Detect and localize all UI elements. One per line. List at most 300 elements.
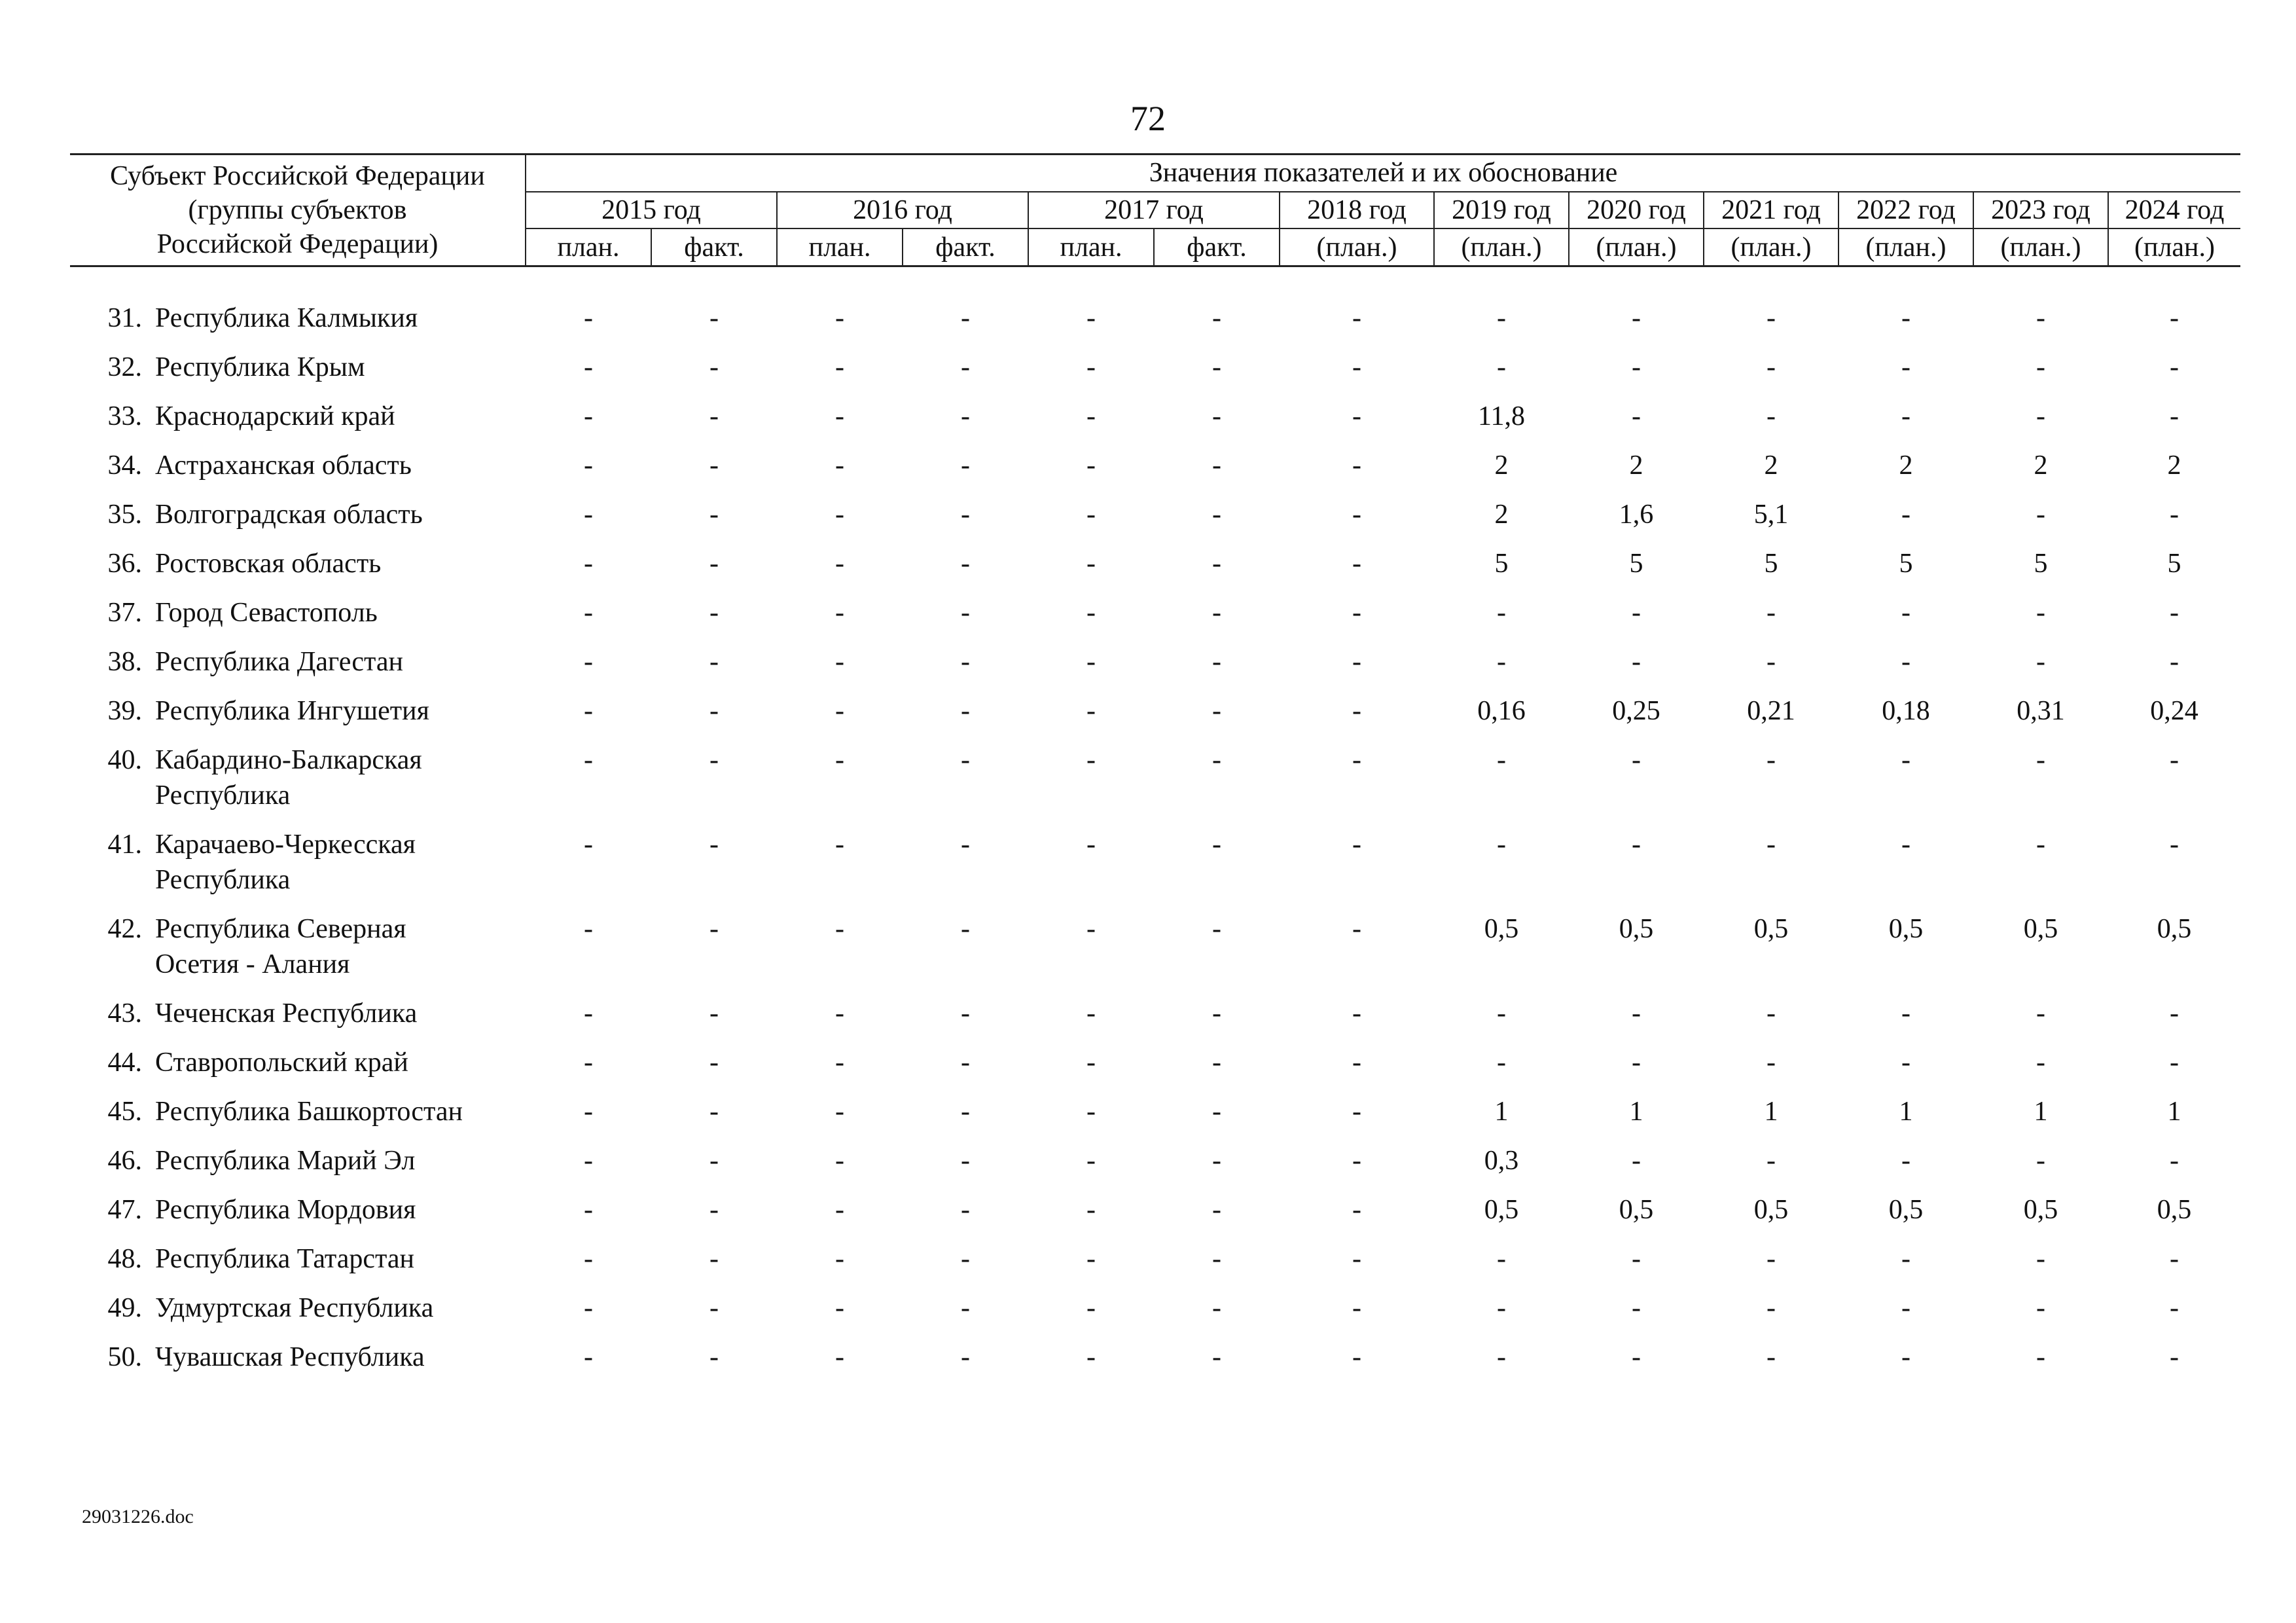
plan-2021-header: (план.) bbox=[1704, 228, 1839, 266]
value-cell: - bbox=[2170, 830, 2179, 860]
value-cell: - bbox=[1086, 1293, 1096, 1323]
value-cell: - bbox=[1352, 1048, 1361, 1078]
subject-cell bbox=[70, 1136, 526, 1185]
fact-2016-header: факт. bbox=[903, 228, 1028, 266]
value-cell: - bbox=[1352, 745, 1361, 775]
value-cell: - bbox=[1212, 1195, 1221, 1225]
value-cell: 1 bbox=[1494, 1097, 1509, 1127]
value-cell: - bbox=[584, 647, 593, 677]
value-cell: 0,5 bbox=[1753, 1195, 1789, 1225]
value-cell: 5 bbox=[1764, 549, 1778, 579]
value-cell: - bbox=[1767, 1048, 1776, 1078]
row-number: 45. bbox=[107, 1097, 142, 1127]
table-row bbox=[70, 820, 2240, 904]
plan-2023-header: (план.) bbox=[1973, 228, 2108, 266]
value-cell: - bbox=[1767, 998, 1776, 1029]
value-cell: - bbox=[2170, 647, 2179, 677]
value-cell: - bbox=[835, 914, 844, 944]
value-cell: - bbox=[1497, 352, 1506, 382]
row-number: 43. bbox=[107, 998, 142, 1029]
value-cell: - bbox=[1212, 352, 1221, 382]
row-number: 39. bbox=[107, 696, 142, 726]
value-cell: - bbox=[709, 1195, 719, 1225]
value-cell: 2 bbox=[1629, 450, 1643, 481]
value-cell: - bbox=[709, 830, 719, 860]
value-cell: - bbox=[1352, 1342, 1361, 1372]
value-cell: - bbox=[1352, 696, 1361, 726]
value-cell: 5 bbox=[2167, 549, 2181, 579]
value-cell: - bbox=[961, 696, 970, 726]
value-cell: 0,5 bbox=[1619, 914, 1654, 944]
subject-name: Республика Мордовия bbox=[155, 1195, 416, 1225]
value-cell: - bbox=[2170, 352, 2179, 382]
value-cell: - bbox=[2036, 1342, 2045, 1372]
value-cell: - bbox=[2036, 1048, 2045, 1078]
value-cell: - bbox=[961, 830, 970, 860]
value-cell: 0,16 bbox=[1477, 696, 1526, 726]
subject-name: Ростовская область bbox=[155, 549, 382, 579]
value-cell: - bbox=[1767, 647, 1776, 677]
row-number: 48. bbox=[107, 1244, 142, 1274]
value-cell: - bbox=[2036, 303, 2045, 333]
value-cell: - bbox=[584, 1244, 593, 1274]
value-cell: 0,5 bbox=[2157, 1195, 2192, 1225]
value-cell: - bbox=[961, 1146, 970, 1176]
subject-cell bbox=[70, 735, 526, 820]
table-row bbox=[70, 342, 2240, 392]
value-cell: - bbox=[1632, 598, 1641, 628]
value-cell: - bbox=[1352, 1195, 1361, 1225]
value-cell: - bbox=[709, 303, 719, 333]
value-cell: - bbox=[1632, 1048, 1641, 1078]
subject-cell bbox=[70, 1087, 526, 1136]
value-cell: - bbox=[1212, 401, 1221, 431]
value-cell: - bbox=[2170, 998, 2179, 1029]
value-cell: 2 bbox=[1494, 500, 1509, 530]
value-cell: - bbox=[961, 1048, 970, 1078]
value-cell: 0,3 bbox=[1484, 1146, 1519, 1176]
value-cell: - bbox=[1352, 401, 1361, 431]
row-number: 36. bbox=[107, 549, 142, 579]
value-cell: - bbox=[961, 1293, 970, 1323]
value-cell: - bbox=[1212, 745, 1221, 775]
table-row bbox=[70, 293, 2240, 342]
page-number: 72 bbox=[1130, 99, 1166, 138]
value-cell: - bbox=[1632, 401, 1641, 431]
plan-2019-header: (план.) bbox=[1434, 228, 1569, 266]
value-cell: 1 bbox=[1629, 1097, 1643, 1127]
value-cell: 0,5 bbox=[1888, 914, 1924, 944]
value-cell: - bbox=[709, 1244, 719, 1274]
subject-name: Чувашская Республика bbox=[155, 1342, 425, 1372]
value-cell: - bbox=[2036, 830, 2045, 860]
value-cell: - bbox=[1767, 745, 1776, 775]
subject-cell bbox=[70, 588, 526, 637]
value-cell: - bbox=[1212, 1146, 1221, 1176]
value-cell: - bbox=[1086, 303, 1096, 333]
value-cell: - bbox=[1632, 998, 1641, 1029]
table-row bbox=[70, 392, 2240, 441]
value-cell: - bbox=[584, 401, 593, 431]
plan-2015-header: план. bbox=[526, 228, 651, 266]
value-cell: 0,5 bbox=[2157, 914, 2192, 944]
value-cell: - bbox=[1497, 745, 1506, 775]
value-cell: - bbox=[2036, 998, 2045, 1029]
value-cell: 2 bbox=[1494, 450, 1509, 481]
value-cell: - bbox=[1086, 1342, 1096, 1372]
value-cell: - bbox=[961, 401, 970, 431]
value-cell: 1 bbox=[1764, 1097, 1778, 1127]
value-cell: - bbox=[1212, 1342, 1221, 1372]
subject-name: Карачаево-Черкесская Республика bbox=[155, 830, 416, 895]
row-number: 44. bbox=[107, 1048, 142, 1078]
value-cell: - bbox=[961, 500, 970, 530]
value-cell: - bbox=[835, 1195, 844, 1225]
subject-cell bbox=[70, 1283, 526, 1332]
value-cell: 5 bbox=[2034, 549, 2048, 579]
year-2020-header: 2020 год bbox=[1569, 192, 1704, 229]
subject-name: Республика Калмыкия bbox=[155, 303, 418, 333]
subject-name: Чеченская Республика bbox=[155, 998, 418, 1029]
values-header: Значения показателей и их обоснование bbox=[526, 155, 2240, 192]
value-cell: 0,24 bbox=[2150, 696, 2198, 726]
row-number: 49. bbox=[107, 1293, 142, 1323]
value-cell: - bbox=[584, 745, 593, 775]
value-cell: - bbox=[1352, 352, 1361, 382]
value-cell: - bbox=[1212, 1048, 1221, 1078]
value-cell: - bbox=[1352, 1293, 1361, 1323]
value-cell: - bbox=[1901, 1048, 1910, 1078]
subject-header-line1: Субъект Российской Федерации bbox=[110, 161, 485, 191]
value-cell: - bbox=[961, 1342, 970, 1372]
plan-2016-header: план. bbox=[777, 228, 903, 266]
value-cell: - bbox=[1086, 647, 1096, 677]
value-cell: 0,5 bbox=[1619, 1195, 1654, 1225]
table-row bbox=[70, 441, 2240, 490]
subject-column-header bbox=[70, 155, 526, 266]
value-cell: 5 bbox=[1629, 549, 1643, 579]
value-cell: - bbox=[1352, 647, 1361, 677]
value-cell: 5,1 bbox=[1753, 500, 1789, 530]
value-cell: - bbox=[584, 303, 593, 333]
subject-name: Кабардино-Балкарская Республика bbox=[155, 745, 422, 811]
value-cell: 0,31 bbox=[2017, 696, 2065, 726]
value-cell: 0,5 bbox=[1484, 914, 1519, 944]
value-cell: - bbox=[1086, 1048, 1096, 1078]
subject-header-line3: Российской Федерации) bbox=[156, 229, 439, 259]
value-cell: 11,8 bbox=[1478, 401, 1525, 431]
value-cell: - bbox=[961, 598, 970, 628]
value-cell: - bbox=[1767, 830, 1776, 860]
value-cell: - bbox=[2170, 745, 2179, 775]
value-cell: - bbox=[1086, 745, 1096, 775]
year-2018-header: 2018 год bbox=[1280, 192, 1434, 229]
row-number: 50. bbox=[107, 1342, 142, 1372]
value-cell: - bbox=[835, 1342, 844, 1372]
value-cell: - bbox=[2170, 500, 2179, 530]
row-number: 33. bbox=[107, 401, 142, 431]
value-cell: - bbox=[1352, 549, 1361, 579]
value-cell: - bbox=[2170, 598, 2179, 628]
value-cell: 0,21 bbox=[1747, 696, 1795, 726]
value-cell: - bbox=[961, 1244, 970, 1274]
value-cell: - bbox=[835, 647, 844, 677]
table-row bbox=[70, 735, 2240, 820]
subject-cell bbox=[70, 342, 526, 392]
value-cell: - bbox=[1901, 401, 1910, 431]
value-cell: - bbox=[1497, 1048, 1506, 1078]
header-spacer-row bbox=[70, 266, 2240, 294]
value-cell: - bbox=[709, 696, 719, 726]
value-cell: 0,5 bbox=[2023, 1195, 2058, 1225]
value-cell: - bbox=[584, 1342, 593, 1372]
value-cell: - bbox=[1212, 696, 1221, 726]
value-cell: - bbox=[709, 549, 719, 579]
value-cell: - bbox=[709, 647, 719, 677]
value-cell: - bbox=[1352, 830, 1361, 860]
year-2022-header: 2022 год bbox=[1839, 192, 1973, 229]
value-cell: - bbox=[1212, 1097, 1221, 1127]
value-cell: - bbox=[1632, 745, 1641, 775]
value-cell: - bbox=[2170, 1342, 2179, 1372]
value-cell: - bbox=[961, 1195, 970, 1225]
value-cell: - bbox=[2170, 1146, 2179, 1176]
value-cell: - bbox=[2036, 1146, 2045, 1176]
row-number: 35. bbox=[107, 500, 142, 530]
value-cell: - bbox=[1767, 401, 1776, 431]
value-cell: - bbox=[2036, 352, 2045, 382]
value-cell: - bbox=[1632, 1244, 1641, 1274]
row-number: 32. bbox=[107, 352, 142, 382]
value-cell: - bbox=[1212, 598, 1221, 628]
value-cell: - bbox=[2170, 303, 2179, 333]
subject-name: Республика Крым bbox=[155, 352, 365, 382]
table-row bbox=[70, 1283, 2240, 1332]
row-number: 42. bbox=[107, 914, 142, 944]
value-cell: - bbox=[2036, 647, 2045, 677]
value-cell: - bbox=[584, 352, 593, 382]
subject-cell bbox=[70, 539, 526, 588]
value-cell: - bbox=[1767, 598, 1776, 628]
value-cell: - bbox=[1212, 830, 1221, 860]
subject-name: Республика Северная Осетия - Алания bbox=[155, 914, 406, 979]
value-cell: 1 bbox=[2034, 1097, 2048, 1127]
value-cell: - bbox=[584, 1048, 593, 1078]
value-cell: - bbox=[1901, 1146, 1910, 1176]
value-cell: - bbox=[709, 914, 719, 944]
value-cell: - bbox=[1352, 1146, 1361, 1176]
value-cell: - bbox=[1632, 647, 1641, 677]
row-number: 46. bbox=[107, 1146, 142, 1176]
value-cell: - bbox=[709, 1048, 719, 1078]
value-cell: - bbox=[1497, 1342, 1506, 1372]
value-cell: - bbox=[1212, 647, 1221, 677]
value-cell: - bbox=[584, 696, 593, 726]
value-cell: - bbox=[1497, 830, 1506, 860]
subject-cell bbox=[70, 989, 526, 1038]
table-row bbox=[70, 1234, 2240, 1283]
value-cell: - bbox=[1212, 500, 1221, 530]
value-cell: - bbox=[1497, 998, 1506, 1029]
value-cell: - bbox=[584, 914, 593, 944]
row-number: 38. bbox=[107, 647, 142, 677]
value-cell: - bbox=[1212, 998, 1221, 1029]
value-cell: - bbox=[584, 1146, 593, 1176]
subject-cell bbox=[70, 637, 526, 686]
value-cell: - bbox=[1212, 549, 1221, 579]
value-cell: - bbox=[1632, 352, 1641, 382]
table-row bbox=[70, 490, 2240, 539]
subject-cell bbox=[70, 686, 526, 735]
value-cell: - bbox=[835, 450, 844, 481]
value-cell: - bbox=[1632, 830, 1641, 860]
value-cell: - bbox=[2036, 401, 2045, 431]
value-cell: - bbox=[1086, 401, 1096, 431]
value-cell: - bbox=[1352, 598, 1361, 628]
value-cell: - bbox=[709, 1146, 719, 1176]
value-cell: - bbox=[1901, 303, 1910, 333]
value-cell: - bbox=[835, 352, 844, 382]
table-row bbox=[70, 539, 2240, 588]
subject-cell bbox=[70, 1185, 526, 1234]
value-cell: 0,5 bbox=[1484, 1195, 1519, 1225]
value-cell: 1 bbox=[1899, 1097, 1913, 1127]
value-cell: - bbox=[1767, 1244, 1776, 1274]
value-cell: - bbox=[1352, 1244, 1361, 1274]
fact-2015-header: факт. bbox=[651, 228, 777, 266]
row-number: 41. bbox=[107, 830, 142, 860]
subject-header-line2: (группы субъектов bbox=[188, 195, 407, 225]
value-cell: - bbox=[1497, 1293, 1506, 1323]
value-cell: - bbox=[835, 401, 844, 431]
value-cell: 0,18 bbox=[1882, 696, 1930, 726]
value-cell: - bbox=[1086, 1146, 1096, 1176]
table-body bbox=[70, 266, 2240, 1382]
subject-name: Республика Дагестан bbox=[155, 647, 404, 677]
value-cell: - bbox=[1901, 745, 1910, 775]
value-cell: - bbox=[1901, 1342, 1910, 1372]
value-cell: - bbox=[1212, 450, 1221, 481]
year-2019-header: 2019 год bbox=[1434, 192, 1569, 229]
value-cell: - bbox=[584, 830, 593, 860]
value-cell: - bbox=[1212, 303, 1221, 333]
value-cell: - bbox=[1632, 1293, 1641, 1323]
year-2016-header: 2016 год bbox=[777, 192, 1028, 229]
value-cell: - bbox=[961, 352, 970, 382]
value-cell: - bbox=[1901, 598, 1910, 628]
subject-cell bbox=[70, 1234, 526, 1283]
table-row bbox=[70, 637, 2240, 686]
subject-cell bbox=[70, 1038, 526, 1087]
value-cell: - bbox=[1632, 303, 1641, 333]
value-cell: - bbox=[584, 998, 593, 1029]
value-cell: - bbox=[2170, 1048, 2179, 1078]
value-cell: - bbox=[961, 647, 970, 677]
value-cell: - bbox=[1086, 1097, 1096, 1127]
value-cell: - bbox=[835, 998, 844, 1029]
value-cell: - bbox=[709, 998, 719, 1029]
plan-2020-header: (план.) bbox=[1569, 228, 1704, 266]
value-cell: - bbox=[2036, 598, 2045, 628]
value-cell: - bbox=[1086, 598, 1096, 628]
value-cell: - bbox=[835, 1048, 844, 1078]
value-cell: - bbox=[584, 1097, 593, 1127]
value-cell: - bbox=[2170, 1244, 2179, 1274]
value-cell: - bbox=[961, 914, 970, 944]
subject-cell bbox=[70, 392, 526, 441]
fact-2017-header: факт. bbox=[1154, 228, 1280, 266]
value-cell: - bbox=[835, 500, 844, 530]
subject-cell bbox=[70, 904, 526, 989]
value-cell: - bbox=[1901, 647, 1910, 677]
value-cell: 1,6 bbox=[1619, 500, 1654, 530]
value-cell: - bbox=[835, 1097, 844, 1127]
value-cell: - bbox=[584, 450, 593, 481]
value-cell: - bbox=[835, 1146, 844, 1176]
table-row bbox=[70, 686, 2240, 735]
value-cell: - bbox=[584, 598, 593, 628]
value-cell: - bbox=[961, 303, 970, 333]
value-cell: 0,5 bbox=[1753, 914, 1789, 944]
value-cell: - bbox=[2170, 1293, 2179, 1323]
row-number: 47. bbox=[107, 1195, 142, 1225]
value-cell: - bbox=[835, 696, 844, 726]
value-cell: - bbox=[1212, 1244, 1221, 1274]
value-cell: - bbox=[709, 598, 719, 628]
value-cell: 5 bbox=[1899, 549, 1913, 579]
subject-name: Республика Марий Эл bbox=[155, 1146, 416, 1176]
value-cell: - bbox=[1767, 1342, 1776, 1372]
table-row bbox=[70, 1038, 2240, 1087]
value-cell: - bbox=[835, 598, 844, 628]
table-row bbox=[70, 588, 2240, 637]
year-2021-header: 2021 год bbox=[1704, 192, 1839, 229]
subject-name: Город Севастополь bbox=[155, 598, 378, 628]
value-cell: - bbox=[961, 549, 970, 579]
value-cell: - bbox=[1767, 352, 1776, 382]
value-cell: - bbox=[835, 1244, 844, 1274]
row-number: 37. bbox=[107, 598, 142, 628]
value-cell: 0,5 bbox=[2023, 914, 2058, 944]
value-cell: - bbox=[961, 745, 970, 775]
value-cell: - bbox=[1086, 500, 1096, 530]
year-2017-header: 2017 год bbox=[1028, 192, 1280, 229]
value-cell: - bbox=[835, 830, 844, 860]
value-cell: - bbox=[1086, 1195, 1096, 1225]
value-cell: - bbox=[1901, 830, 1910, 860]
value-cell: - bbox=[1352, 914, 1361, 944]
value-cell: - bbox=[835, 303, 844, 333]
value-cell: - bbox=[1212, 914, 1221, 944]
value-cell: - bbox=[1086, 450, 1096, 481]
table-row bbox=[70, 1136, 2240, 1185]
subject-name: Волгоградская область bbox=[155, 500, 423, 530]
value-cell: 0,25 bbox=[1612, 696, 1660, 726]
value-cell: - bbox=[709, 352, 719, 382]
subject-name: Удмуртская Республика bbox=[155, 1293, 434, 1323]
value-cell: - bbox=[1086, 696, 1096, 726]
value-cell: - bbox=[709, 450, 719, 481]
plan-2017-header: план. bbox=[1028, 228, 1154, 266]
row-number: 31. bbox=[107, 303, 142, 333]
value-cell: - bbox=[835, 549, 844, 579]
value-cell: - bbox=[2036, 745, 2045, 775]
year-2015-header: 2015 год bbox=[526, 192, 777, 229]
year-2024-header: 2024 год bbox=[2108, 192, 2240, 229]
value-cell: - bbox=[1901, 1244, 1910, 1274]
table-row bbox=[70, 989, 2240, 1038]
value-cell: - bbox=[1352, 303, 1361, 333]
